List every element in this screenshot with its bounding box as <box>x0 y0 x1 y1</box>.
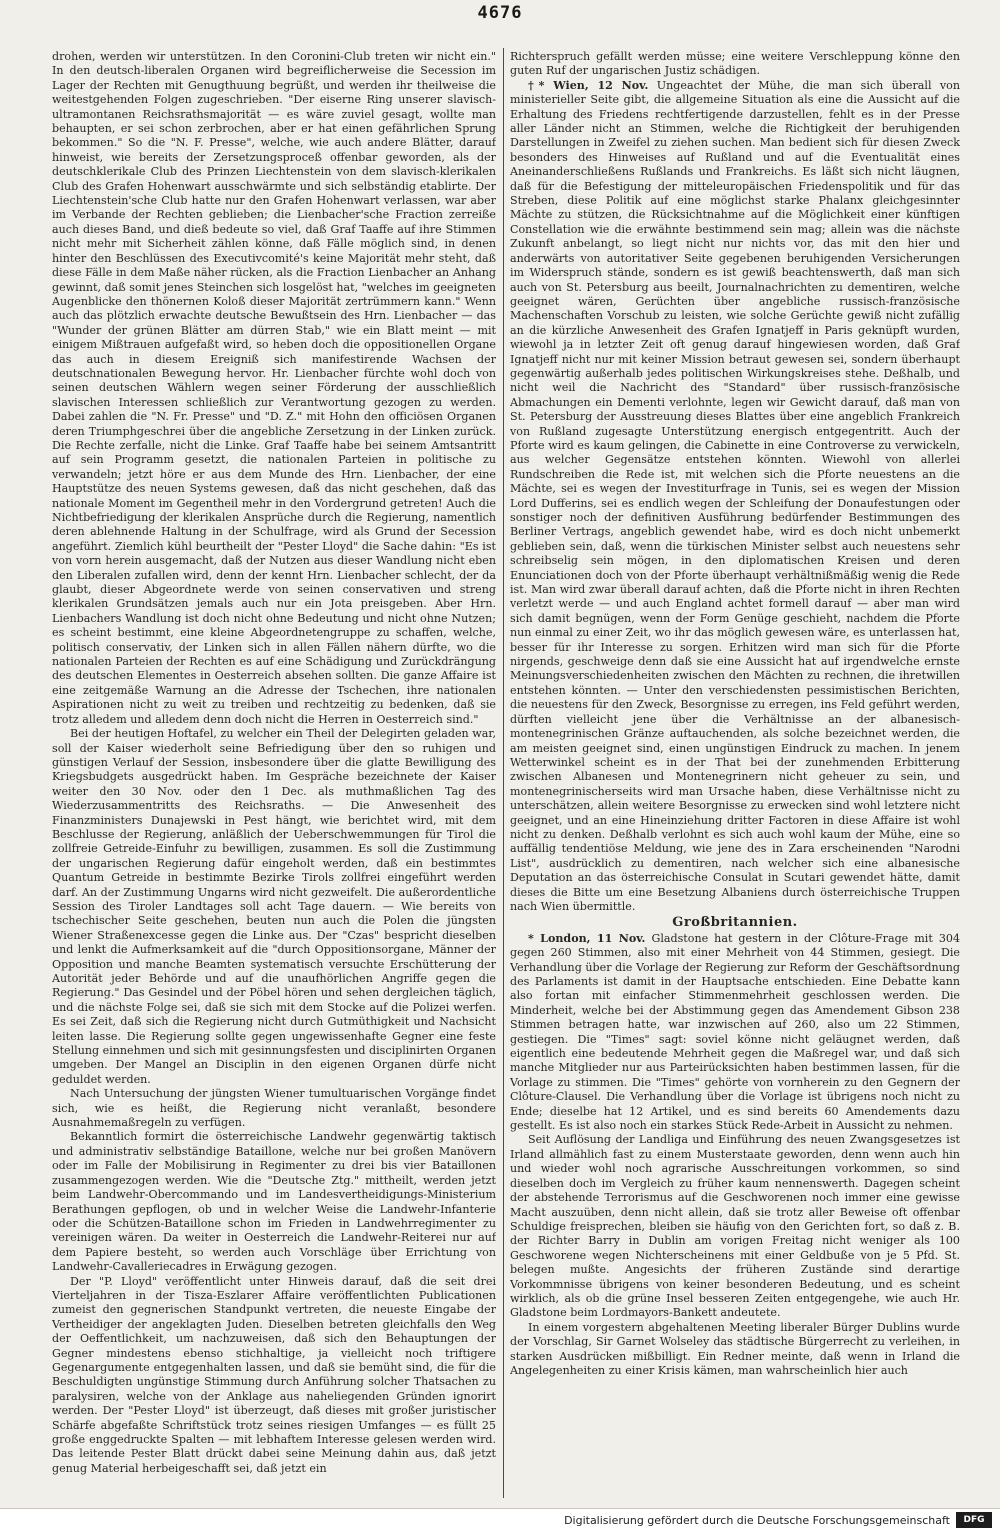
column-divider <box>503 48 504 1498</box>
article-text: Gladstone hat gestern in der Clôture-Frage mit 304 gegen 260 Stimmen, also mit einer Mehrheit von 44 Stimmen, gesiegt. Die Verhandlung über die Vorlage der Regierung zur Reform der Geschäftsordnung des Parlaments ist damit in der Hauptsache entschieden. Eine Debatte kann also fortan mit einfacher Stimmenmehrheit geschlossen werden. Die Minderheit, welche bei der Abstimmung gegen das Amendement Gibson 238 Stimmen betragen hatte, war inzwischen auf 260, also um 22 Stimmen, gestiegen. Die "Times" sagt: soviel könne nicht geläugnet werden, daß eigentlich eine bedeutende Mehrheit gegen die Maßregel war, und daß sich manche Mitglieder nur aus Parteirücksichten haben bestimmen lassen, für die Vorlage zu stimmen. Die "Times" gehörte von vornherein zu den Gegnern der Clôture-Clausel. Die Verhandlung über die Vorlage ist übrigens noch nicht zu Ende; dieselbe hat 12 Artikel, und es sind bereits 60 Amendements dazu gestellt. Es ist also noch ein starkes Stück Rede-Arbeit in Aussicht zu nehmen. <box>510 931 960 1133</box>
article-paragraph: Nach Untersuchung der jüngsten Wiener tumultuarischen Vorgänge findet sich, wie es heißt, die Regierung nicht veranlaßt, besondere Ausnahmemaßregeln zu verfügen. <box>52 1087 496 1130</box>
article-paragraph: Bekanntlich formirt die österreichische Landwehr gegenwärtig taktisch und administrativ selbständige Bataillone, welche nur bei großen Manövern oder im Falle der Mobilisirung in Regimenter zu drei bis vier Bataillonen zusammengezogen werden. Wie die "Deutsche Ztg." mittheilt, werden jetzt beim Landwehr-Obercommando und im Landesvertheidigungs-Ministerium Berathungen gepflogen, ob und in welcher Weise die Landwehr-Infanterie oder die Schützen-Bataillone schon im Frieden in Landwehrregimenter zu vereinigen wären. Da weiter in Oesterreich die Landwehr-Reiterei nur auf dem Papiere besteht, so werden auch Vorschläge über Errichtung von Landwehr-Cavalleriecadres in Erwägung gezogen. <box>52 1130 496 1274</box>
page-number: 4676 <box>477 3 523 23</box>
article-paragraph: drohen, werden wir unterstützen. In den Coronini-Club treten wir nicht ein." In den deutsch-liberalen Organen wird begreiflicherweise die Secession im Lager der Rechten mit Genugthuung begrüßt, und werden ihr theilweise die weitestgehenden Folgen zugeschrieben. "Der eiserne Ring unserer slavisch-ultramontanen Reichsrathsmajorität — es wäre zuviel gesagt, wollte man behaupten, er sei schon zerbrochen, aber er hat einen gefährlichen Sprung bekommen." So die "N. F. Presse", welche, wie auch andere Blätter, darauf hinweist, wie bereits der Zersetzungsproceß offenbar geworden, als der deutschklerikale Club des Prinzen Liechtenstein von dem slavisch-klerikalen Club des Grafen Hohenwart ausschwärmte und sich selbständig etablirte. Der Liechtenstein'sche Club hatte nur den Grafen Hohenwart verlassen, war aber im Verbande der Rechten geblieben; die Lienbacher'sche Fraction zerreiße auch dieses Band, und dieß bedeute so viel, daß Graf Taaffe auf ihre Stimmen nicht mehr mit Sicherheit zählen könne, daß Fälle möglich sind, in denen hinter den Beschlüssen des Executivcomité's keine Majorität mehr steht, daß diese Fälle in dem Maße näher rücken, als die Fraction Lienbacher an Anhang gewinnt, daß somit jenes Steinchen sich losgelöst hat, "welches im geeigneten Augenblicke den thönernen Koloß dieser Majorität zertrümmern kann." Wenn auch das plötzlich erwachte deutsche Bewußtsein des Hrn. Lienbacher — das "Wunder der grünen Blätter am dürren Stab," wie ein Blatt meint — mit einigem Mißtrauen aufgefaßt wird, so heben doch die oppositionellen Organe das auch in diesem Ereigniß sich manifestirende Wachsen der deutschnationalen Bewegung hervor. Hr. Lienbacher fürchte wohl doch von seinen deutschen Wählern wegen seiner Förderung der ausschließlich slavischen Interessen schließlich zur Verantwortung gezogen zu werden. Dabei zahlen die "N. Fr. Presse" und "D. Z." mit Hohn den officiösen Organen deren Triumphgeschrei über die angebliche Zersetzung in der Linken zurück. Die Rechte zerfalle, nicht die Linke. Graf Taaffe habe bei seinem Amtsantritt auf sein Programm gesetzt, die nationalen Parteien in politische zu verwandeln; jetzt höre er aus dem Munde des Hrn. Lienbacher, der eine Hauptstütze des neuen Systems gewesen, daß das nicht geschehen, daß das nationale Moment im Gegentheil mehr in den Vordergrund getreten! Auch die Nichtbefriedigung der klerikalen Ansprüche durch die Regierung, namentlich deren ablehnende Haltung in der Schulfrage, wird als Grund der Secession angeführt. Ziemlich kühl beurtheilt der "Pester Lloyd" die Sache dahin: "Es ist von vorn herein ausgemacht, daß der Nutzen aus dieser Wandlung nicht eben den Liberalen zufallen wird, denn der kennt Hrn. Lienbacher schlecht, der da glaubt, dieser Abgeordnete werde von seinen conservativen und streng klerikalen Grundsätzen jemals auch nur ein Jota preisgeben. Aber Hrn. Lienbachers Wandlung ist doch nicht ohne Bedeutung und nicht ohne Nutzen; es scheint bestimmt, eine kleine Abgeordnetengruppe zu schaffen, welche, politisch conservativ, der Linken sich in allen Fällen nähern dürfte, wo die nationalen Parteien der Rechten es auf eine Schädigung und Zurückdrängung des deutschen Elementes in Oesterreich absehen sollten. Die ganze Affaire ist eine zeitgemäße Warnung an die Adresse der Tschechen, ihre nationalen Aspirationen nicht zu weit zu treiben und rechtzeitig zu bedenken, daß sie trotz alledem und alledem denn doch nicht die Herren in Oesterreich sind." <box>52 50 496 726</box>
left-column <box>52 50 496 1498</box>
article-paragraph: In einem vorgestern abgehaltenen Meeting liberaler Bürger Dublins wurde der Vorschlag, Sir Garnet Wolseley das städtische Bürgerrecht zu verleihen, in starken Ausdrücken mißbilligt. Ein Redner meinte, daß wenn in Irland die Angelegenheiten zu einer Krisis kämen, man wahrscheinlich hier auch <box>510 1320 960 1377</box>
article-paragraph: Bei der heutigen Hoftafel, zu welcher ein Theil der Delegirten geladen war, soll der Kaiser wiederholt seine Befriedigung über den so ruhigen und günstigen Verlauf der Session, insbesondere über die glatte Bewilligung des Kriegsbudgets ausgedrückt haben. Im Gespräche bezeichnete der Kaiser weiter den 30 Nov. oder den 1 Dec. als muthmaßlichen Tag des Wiederzusammentritts des Reichsraths. — Die Anwesenheit des Finanzministers Dunajewski in Pest hängt, wie berichtet wird, mit dem Beschlusse der Regierung, anläßlich der Ueberschwemmungen für Tirol die zollfreie Getreide-Einfuhr zu bewilligen, zusammen. Es soll die Zustimmung der ungarischen Regierung dafür eingeholt werden, daß ein bestimmtes Quantum Getreide in bestimmte Bezirke Tirols zollfrei eingeführt werden darf. An der Zustimmung Ungarns wird nicht gezweifelt. Die außerordentliche Session des Tiroler Landtages soll acht Tage dauern. — Wie bereits von tschechischer Seite geschehen, beuten nun auch die Polen die jüngsten Wiener Straßenexcesse gegen die Linke aus. Der "Czas" bespricht dieselben und lenkt die Aufmerksamkeit auf die "durch Oppositionsorgane, Männer der Opposition und manche Beamten systematisch versuchte Erschütterung der Autorität jeder Behörde und auf die unaufhörlichen Angriffe gegen die Regierung." Das Gesindel und der Pöbel hören und sehen dergleichen täglich, und die nächste Folge sei, daß sie sich mit dem Stocke auf die Polizei werfen. Es sei Zeit, daß sich die Regierung nicht durch Gutmüthigkeit und Nachsicht leiten lasse. Die Regierung sollte gegen ungewissenhafte Gegner eine feste Stellung einnehmen und sich mit gesinnungsfesten und disciplinirten Organen umgeben. Der Mangel an Disciplin in den eigenen Organen dürfe nicht geduldet werden. <box>52 727 496 1086</box>
section-heading: Großbritannien. <box>672 915 798 931</box>
article-paragraph <box>510 932 960 1134</box>
article-text: Ungeachtet der Mühe, die man sich überall von ministerieller Seite gibt, die allgemeine Situation als eine die Aussicht auf die Erhaltung des Friedens rechtfertigende darzustellen, fehlt es in der Presse aller Länder nicht an Stimmen, welche die Richtigkeit der beruhigenden Darstellungen in Zweifel zu ziehen suchen. Man bedient sich für diesen Zweck besonders des Hinweises auf Rußland und auf die Eventualität eines Aneinanderschließens Rußlands und Frankreichs. Es läßt sich nicht läugnen, daß für die Befestigung der mitteleuropäischen Friedenspolitik und für das Streben, diese Politik auf eine möglichst starke Phalanx gleichgesinnter Mächte zu stützen, die Rücksichtnahme auf die Möglichkeit einer künftigen Constellation wie die erwähnte bestimmend sein mag; allein was die nächste Zukunft anbelangt, so liegt nicht nur nichts vor, das mit den hier und anderwärts von autoritativer Seite gegebenen beruhigenden Versicherungen im Widerspruch stände, sondern es ist gewiß beachtenswerth, daß man sich auch von St. Petersburg aus beeilt, Journalnachrichten zu dementiren, welche geeignet wären, Gerüchten über angebliche russisch-französische Machenschaften Vorschub zu leisten, wie solche Gerüchte gewiß nicht zufällig an die kürzliche Anwesenheit des Grafen Ignatjeff in Paris geknüpft wurden, wiewohl ja in letzter Zeit oft genug darauf hingewiesen worden, daß Graf Ignatjeff nicht nur mit keiner Mission betraut gewesen sei, sondern überhaupt gegenwärtig außerhalb jedes politischen Wirkungskreises stehe. Deßhalb, und nicht weil die Nachricht des "Standard" über russisch-französische Abmachungen ein Dementi verlohnte, legen wir Gewicht darauf, daß man von St. Petersburg der Ausstreuung dieses Blattes über eine angeblich Frankreich von Rußland zugesagte Unterstützung energisch entgegentritt. Auch der Pforte wird es kaum gelingen, die Cabinette in eine Controverse zu verwickeln, aus welcher Gegensätze entstehen könnten. Wiewohl von allerlei Rundschreiben die Rede ist, mit welchen sich die Pforte neuestens an die Mächte, sei es wegen der Investiturfrage in Tunis, sei es wegen der Mission Lord Dufferins, sei es endlich wegen der Schleifung der Donaufestungen oder sonstiger noch der definitiven Ausführung bedürfender Bestimmungen des Berliner Vertrags, angeblich gewendet habe, wird es doch nicht unbemerkt geblieben sein, daß, wenn die türkischen Minister selbst auch neuestens sehr schreibselig sein mögen, in den diplomatischen Kreisen und deren Enunciationen doch von der Pforte überhaupt verhältnißmäßig wenig die Rede ist. Man wird zwar überall darauf achten, daß die Pforte nicht in ihren Rechten verletzt werde — und auch England achtet formell darauf — aber man wird sich damit begnügen, wenn der Form Genüge geschieht, nachdem die Pforte nun einmal zu einer Zeit, wo ihr das möglich gewesen wäre, es unterlassen hat, besser für ihr Interesse zu sorgen. Erhitzen wird man sich für die Pforte nirgends, geschweige denn daß sie eine Aussicht hat auf irgendwelche ernste Meinungsverschiedenheiten zwischen den Mächten zu rechnen, die ihretwillen entstehen könnten. — Unter den verschiedensten pessimistischen Berichten, die neuestens für den Zweck, Besorgnisse zu erregen, ins Feld geführt werden, dürften vielleicht jene über die Verhältnisse an der albanesisch-montenegrinischen Gränze auftauchenden, als solche bezeichnet werden, die am meisten geeignet sind, einen ungünstigen Eindruck zu machen. In jenem Wetterwinkel scheint es in der That bei der zunehmenden Erbitterung zwischen Albanesen und Montenegrinern nicht geheuer zu sein, und montenegrinischerseits wird man Ursache haben, diese Verhältnisse nicht zu unterschätzen, allein weitere Besorgnisse zu erwecken sind wohl letztere nicht geeignet, und an eine Hineinziehung dritter Factoren in diese Affaire ist wohl nicht zu denken. Deßhalb verlohnt es sich auch wohl kaum der Mühe, eine so auffällig tendentiöse Meldung, wie jene des in Zara erscheinenden "Narodni List", ausdrücklich zu dementiren, nach welcher sich eine albanesische Deputation an das österreichische Consulat in Scutari gewendet hätte, damit dieses die Bitte um eine Besetzung Albaniens durch österreichische Truppen nach Wien übermittle. <box>510 78 960 913</box>
right-column <box>510 50 960 1498</box>
article-paragraph: Der "P. Lloyd" veröffentlicht unter Hinweis darauf, daß die seit drei Vierteljahren in der Tisza-Eszlarer Affaire veröffentlichten Publicationen zumeist den gegnerischen Standpunkt vertreten, die neueste Eingabe der Vertheidiger der angeklagten Juden. Dieselben betreten gleichfalls den Weg der Oeffentlichkeit, um nachzuweisen, daß sich den Behauptungen der Gegner mindestens ebenso stichhaltige, ja vielleicht noch triftigere Gegenargumente entgegenhalten lassen, und daß sie bemüht sind, die für die Beschuldigten ungünstige Stimmung durch Anführung solcher Thatsachen zu paralysiren, welche von der Anklage aus naheliegenden Gründen ignorirt werden. Der "Pester Lloyd" ist überzeugt, daß dieses mit großer juristischer Schärfe abgefaßte Schriftstück trotz seines riesigen Umfanges — es füllt 25 große enggedruckte Spalten — mit lebhaftem Interesse gelesen werden wird. Das leitende Pester Blatt drückt dabei seine Meinung dahin aus, daß jetzt genug Material herbeigeschafft sei, daß jetzt ein <box>52 1274 496 1475</box>
dfg-logo[interactable]: DFG <box>956 1512 992 1528</box>
footer-bar <box>0 1508 1000 1532</box>
article-paragraph: Richterspruch gefällt werden müsse; eine weitere Verschleppung könne den guten Ruf der ungarischen Justiz schädigen. <box>510 50 960 78</box>
dateline-vienna: †* Wien, 12 Nov. <box>528 78 649 92</box>
article-paragraph <box>510 79 960 915</box>
footer-credit[interactable]: Digitalisierung gefördert durch die Deutsche Forschungsgemeinschaft <box>564 1514 950 1527</box>
dateline-london: * London, 11 Nov. <box>528 931 646 945</box>
article-paragraph: Seit Auflösung der Landliga und Einführung des neuen Zwangsgesetzes ist Irland allmählich fast zu einem Musterstaate geworden, denn wenn auch hin und wieder wohl noch agrarische Ausschreitungen vorkommen, so sind dieselben doch im Vergleich zu früher kaum nennenswerth. Dagegen scheint der abstehende Terrorismus auf die Geschworenen noch immer eine gewisse Macht auszuüben, denn nicht allein, daß sie trotz aller Beweise oft offenbar Schuldige freisprechen, bleiben sie häufig von den Gerichten fort, so daß z. B. der Richter Barry in Dublin am vorigen Freitag nicht weniger als 100 Geschworene wegen Nichterscheinens mit einer Geldbuße von je 5 Pfd. St. belegen mußte. Angesichts der früheren Zustände sind derartige Vorkommnisse übrigens von keiner besonderen Bedeutung, und es scheint wirklich, als ob die grüne Insel besseren Zeiten entgegengehe, wie auch Hr. Gladstone beim Lordmayors-Bankett andeutete. <box>510 1133 960 1320</box>
